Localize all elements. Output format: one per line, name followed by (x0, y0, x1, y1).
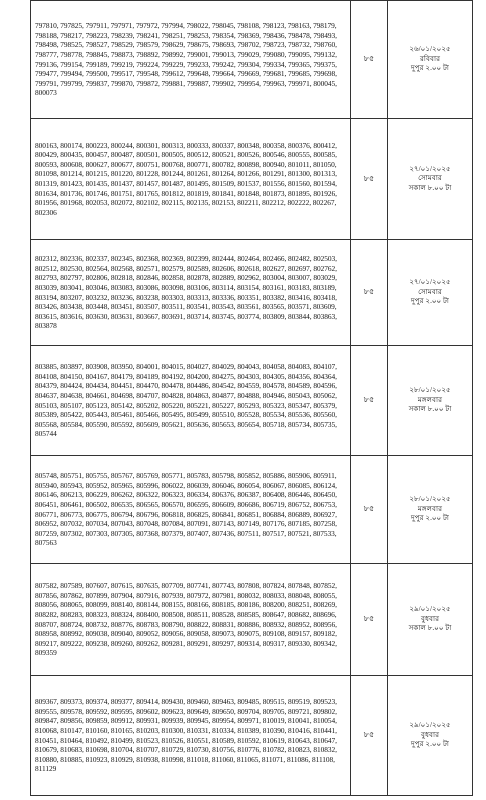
date-time-cell (388, 676, 473, 796)
exam-time: সকাল ৮.০০ টা (408, 624, 452, 633)
exam-day: মঙ্গলবার (417, 504, 443, 513)
student-count-cell: ৮৫ (351, 456, 388, 564)
student-count-cell: ৮৫ (351, 346, 388, 456)
exam-schedule-table (30, 0, 473, 796)
student-count-cell: ৮৫ (351, 564, 388, 676)
roll-numbers-cell: 803885, 803897, 803908, 803950, 804001, 804015, 804027, 804029, 804043, 804058, 804083, 804107, 804108, 804150, 804167, 804179, 804189, 804192, 804200, 804275, 804303, 804305, 804356, 804364, 804379, 804424, 804434, 804451, 804470, 804478, 804486, 804542, 804559, 804578, 804589, 804596, 804637, 804638, 804661, 804698, 804707, 804828, 804863, 804877, 804888, 804946, 805043, 805062, 805103, 805107, 805123, 805142, 805202, 805220, 805221, 805227, 805293, 805323, 805347, 805379, 805389, 805422, 805443, 805461, 805466, 805495, 805499, 805510, 805528, 805534, 805536, 805560, 805568, 805584, 805590, 805592, 805609, 805621, 805636, 805653, 805654, 805718, 805734, 805735, 805744 (31, 346, 351, 456)
exam-date: ২৬/০১/২০২৫ (409, 45, 451, 54)
roll-numbers-cell: 800163, 800174, 800223, 800244, 800301, 800313, 800333, 800337, 800348, 800358, 800376, 800412, 800429, 800435, 800457, 800487, 800501, 800505, 800512, 800521, 800526, 800546, 800555, 800585, 800593, 800608, 800627, 800677, 800751, 800768, 800771, 800782, 800898, 800940, 801011, 801050, 801098, 801214, 801215, 801220, 801228, 801244, 801261, 801264, 801266, 801291, 801300, 801313, 801319, 801423, 801435, 801437, 801457, 801487, 801495, 801509, 801537, 801556, 801560, 801594, 801634, 801736, 801746, 801751, 801765, 801812, 801819, 801841, 801848, 801873, 801895, 801926, 801956, 801968, 802053, 802072, 802102, 802115, 802135, 802153, 802211, 802212, 802222, 802267, 802306 (31, 119, 351, 240)
exam-time: দুপুর ২.০০ টা (410, 297, 450, 306)
date-time-cell (388, 240, 473, 346)
table-row (31, 1, 473, 119)
exam-time: সকাল ৮.০০ টা (408, 405, 452, 414)
date-time-cell (388, 1, 473, 119)
roll-numbers-cell: 807582, 807589, 807607, 807615, 807635, 807709, 807741, 807743, 807808, 807824, 807848, 807852, 807856, 807862, 807899, 807904, 807916, 807939, 807972, 807981, 808032, 808033, 808048, 808055, 808056, 808065, 808099, 808140, 808144, 808155, 808166, 808185, 808186, 808200, 808251, 808269, 808282, 808283, 808323, 808324, 808400, 808508, 808511, 808528, 808585, 808647, 808682, 808696, 808707, 808724, 808732, 808776, 808783, 808790, 808822, 808831, 808886, 808932, 808952, 808956, 808958, 808992, 809038, 809040, 809052, 809056, 809058, 809073, 809075, 809108, 809157, 809182, 809217, 809222, 809238, 809260, 809262, 809281, 809291, 809297, 809314, 809317, 809330, 809342, 809359 (31, 564, 351, 676)
student-count-cell: ৮৫ (351, 676, 388, 796)
roll-numbers-cell: 805748, 805751, 805755, 805767, 805769, 805771, 805783, 805798, 805852, 805886, 805906, 805911, 805940, 805943, 805952, 805965, 805996, 806022, 806039, 806046, 806054, 806067, 806085, 806124, 806146, 806213, 806229, 806262, 806322, 806323, 806334, 806376, 806387, 806408, 806446, 806450, 806451, 806461, 806502, 806535, 806565, 806570, 806595, 806609, 806686, 806719, 806752, 806753, 806771, 806773, 806775, 806794, 806796, 806818, 806825, 806841, 806851, 806884, 806889, 806927, 806952, 807032, 807034, 807043, 807048, 807084, 807091, 807143, 807149, 807176, 807185, 807258, 807259, 807302, 807303, 807305, 807368, 807379, 807407, 807436, 807511, 807517, 807521, 807533, 807563 (31, 456, 351, 564)
exam-time: দুপুর ২.০০ টা (410, 514, 450, 523)
exam-day: মঙ্গলবার (417, 395, 443, 404)
roll-numbers-cell: 809367, 809373, 809374, 809377, 809414, 809430, 809460, 809463, 809485, 809515, 809519, 809523, 809555, 809578, 809592, 809595, 809602, 809623, 809649, 809650, 809704, 809705, 809721, 809802, 809847, 809856, 809859, 809912, 809931, 809939, 809945, 809954, 809971, 810019, 810041, 810054, 810068, 810147, 810160, 810165, 810203, 810300, 810331, 810334, 810389, 810390, 810416, 810441, 810451, 810464, 810492, 810499, 810523, 810526, 810551, 810589, 810592, 810619, 810643, 810647, 810679, 810683, 810698, 810704, 810707, 810729, 810730, 810756, 810776, 810782, 810823, 810832, 810880, 810885, 810923, 810929, 810938, 810998, 811018, 811060, 811065, 811071, 811086, 811108, 811129 (31, 676, 351, 796)
roll-numbers-cell: 802312, 802336, 802337, 802345, 802368, 802369, 802399, 802444, 802464, 802466, 802482, 802503, 802512, 802530, 802564, 802568, 802571, 802579, 802589, 802606, 802618, 802627, 802697, 802762, 802793, 802797, 802806, 802818, 802846, 802858, 802878, 802889, 802962, 803004, 803007, 803029, 803039, 803041, 803046, 803083, 803086, 803098, 803106, 803114, 803154, 803161, 803183, 803189, 803194, 803207, 803232, 803236, 803238, 803303, 803313, 803336, 803351, 803382, 803416, 803418, 803426, 803438, 803448, 803451, 803507, 803511, 803541, 803543, 803561, 803565, 803571, 803609, 803615, 803616, 803630, 803631, 803667, 803691, 803714, 803745, 803774, 803809, 803844, 803863, 803878 (31, 240, 351, 346)
date-time-cell (388, 564, 473, 676)
exam-time: দুপুর ২.০০ টা (410, 64, 450, 73)
exam-date: ২৭/০১/২০২৫ (409, 278, 451, 287)
table-row (31, 456, 473, 564)
date-time-cell (388, 346, 473, 456)
date-time-cell (388, 456, 473, 564)
exam-date: ২৮/০১/২০২৫ (409, 386, 451, 395)
exam-day: রবিবার (419, 54, 441, 63)
table-row (31, 119, 473, 240)
roll-numbers-cell: 797810, 797825, 797911, 797971, 797972, 797994, 798022, 798045, 798108, 798123, 798163, 798179, 798188, 798217, 798223, 798239, 798241, 798251, 798253, 798354, 798369, 798436, 798478, 798493, 798498, 798525, 798527, 798529, 798579, 798629, 798675, 798693, 798702, 798723, 798732, 798760, 798777, 798778, 798845, 798873, 798892, 798992, 799001, 799013, 799029, 799080, 799095, 799132, 799136, 799154, 799189, 799219, 799224, 799229, 799233, 799242, 799304, 799334, 799365, 799375, 799477, 799494, 799500, 799517, 799548, 799612, 799648, 799664, 799669, 799681, 799685, 799698, 799791, 799799, 799837, 799870, 799872, 799881, 799887, 799902, 799954, 799963, 799971, 800045, 800073 (31, 1, 351, 119)
exam-date: ২৯/০১/২০২৫ (409, 721, 451, 730)
date-time-cell (388, 119, 473, 240)
exam-date: ২৭/০১/২০২৫ (409, 164, 451, 173)
exam-day: সোমবার (418, 174, 442, 183)
student-count-cell: ৮৫ (351, 119, 388, 240)
exam-day: বুধবার (420, 614, 440, 623)
exam-date: ২৮/০১/২০২৫ (409, 495, 451, 504)
table-row (31, 346, 473, 456)
exam-time: দুপুর ২.০০ টা (410, 740, 450, 749)
table-row (31, 240, 473, 346)
exam-day: বুধবার (420, 730, 440, 739)
student-count-cell: ৮৫ (351, 1, 388, 119)
student-count-cell: ৮৫ (351, 240, 388, 346)
exam-day: সোমবার (418, 287, 442, 296)
exam-date: ২৯/০১/২০২৫ (409, 605, 451, 614)
table-row (31, 676, 473, 796)
exam-time: সকাল ৮.০০ টা (408, 183, 452, 192)
table-row (31, 564, 473, 676)
